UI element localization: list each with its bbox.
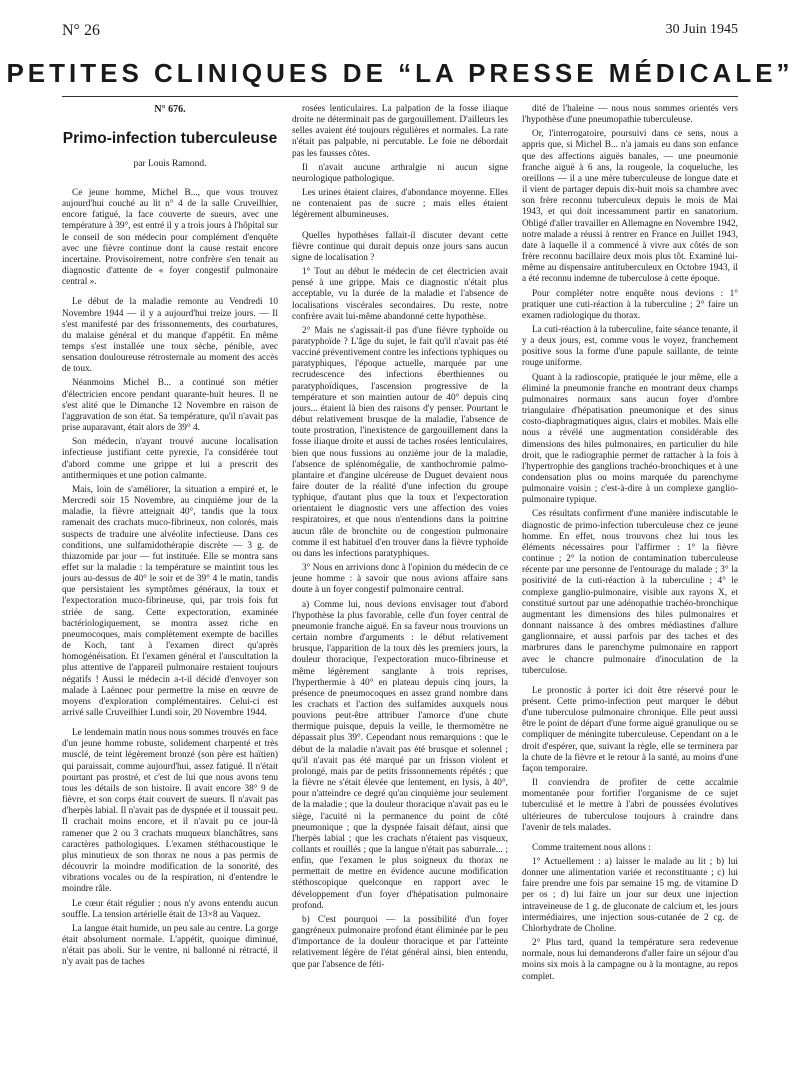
paragraph: Ce jeune homme, Michel B..., que vous trouvez aujourd'hui couché au lit n° 4 de la salle Cruveilhier, encore fatigué, la face couverte de sueurs, avec une température à 39°, est entré il y a trois jours à l'hôpital sur le conseil de son médecin pour complément d'enquête avec une fièvre continue dont la cause restait encore incertaine. Provisoirement, notre confrère s'en tenait au diagnostic d'attente de « foyer congestif pulmonaire central ». xyxy=(62,187,278,288)
paragraph: 2° Mais ne s'agissait-il pas d'une fièvre typhoïde ou paratyphoïde ? L'âge du sujet, le fait qu'il n'avait pas été vacciné préventivement contre les infections typhiques ou paratyphiques, l'époque actuelle, marquée par une recrudescence des infections éberthiennes ou paratyphoïdiques, l'ascension progressive de la température et son maintien autour de 40° depuis cinq jours... étaient là bien des raisons d'y penser. Pourtant le début relativement brusque de la maladie, l'absence de toute prostration, l'inexistence de gargouillement dans la fosse iliaque droite et aussi de taches rosées lenticulaires, bien que nous fussions au onzième jour de la maladie, l'absence de splénomégalie, de xanthochromie palmo-plantaire et d'angine ulcéreuse de Duguet devaient nous faire douter de la réalité d'une infection du groupe typhique, d'autant plus que la toux et l'expectoration orientaient le diagnostic vers une affection des voies respiratoires, et que nous n'entendions dans la poitrine aucun râle de bronchite ou de congestion pulmonaire comme il est habituel d'en trouver dans la fièvre typhoïde ou dans les infections paratyphiques. xyxy=(292,325,508,559)
paragraph: Le pronostic à porter ici doit être réservé pour le présent. Cette primo-infection peut marquer le début d'une tuberculose pulmonaire chronique. Elle peut aussi être le point de départ d'une forme aiguë granulique ou se compliquer de méningite tuberculeuse. Cependant on a le droit d'espérer, que, suivant la règle, elle se terminera par la chute de la fièvre et le retour à la santé, au moins d'une façon temporaire. xyxy=(522,685,738,774)
paragraph: Il conviendra de profiter de cette accalmie momentanée pour fortifier l'organisme de ce sujet tuberculisé et le mettre à l'abri de poussées évolutives ultérieures de tuberculose toujours à craindre dans l'avenir de tels malades. xyxy=(522,778,738,833)
paragraph: Le lendemain matin nous nous sommes trouvés en face d'un jeune homme robuste, solidement charpenté et très musclé, de teint légèrement bronzé (son père est haïtien) qui paraissait, comme aujourd'hui, assez fatigué. Il n'était pourtant pas prostré, et c'est de lui que nous avons tenu tous les détails de son histoire. Il avait encore 38° 9 de fièvre, et son corps était couvert de sueurs. Il n'avait pas d'herpès labial. Il n'avait pas de dyspnée et il toussait peu. Il crachait moins encore, et il n'avait pu ce jour-là ramener que 2 ou 3 crachats muqueux blanchâtres, sans caractères pathologiques. L'examen stéthacoustique le plus minutieux de son thorax ne nous a pas permis de découvrir la moindre modification de la sonorité, des vibrations vocales ou de la respiration, ni d'entendre le moindre râle. xyxy=(62,728,278,895)
article-byline: par Louis Ramond. xyxy=(133,158,207,169)
paragraph: Le cœur était régulier ; nous n'y avons entendu aucun souffle. La tension artérielle était de 13×8 au Vaquez. xyxy=(62,898,278,920)
paragraph: b) C'est pourquoi — la possibilité d'un foyer gangréneux pulmonaire profond étant éliminée par le peu d'importance de la douleur thoracique et par l'atteinte relativement légère de l'état général ainsi, bien entendu, que par l'absence de féti- xyxy=(292,914,508,970)
article-title: Primo-infection tuberculeuse xyxy=(62,130,278,147)
paragraph: 1° Actuellement : a) laisser le malade au lit ; b) lui donner une alimentation variée et reconstituante ; c) lui faire prendre une fois par semaine 15 mg. de vitamine D per os ; d) lui faire un jour sur deux une injection intraveineuse de 1 g. de gluconate de calcium et, les jours intermédiaires, une injection sous-cutanée de 2 cg. de Chlorhydrate de Choline. xyxy=(522,857,738,934)
paragraph: rosées lenticulaires. La palpation de la fosse iliaque droite ne déterminait pas de gargouillement. D'ailleurs les selles avaient été toujours régulières et normales. La rate n'était pas palpable, ni percutable. Le foie ne débordait pas les fausses côtes. xyxy=(292,104,508,159)
paragraph: a) Comme lui, nous devions envisager tout d'abord l'hypothèse la plus favorable, celle d'un foyer central de pneumonie franche aiguë. En sa faveur nous trouvions un certain nombre d'arguments : le début relativement brusque, l'apparition de la toux dès les premiers jours, la douleur thoracique, l'expectoration muco-fibrineuse et même légèrement sanglante à trois reprises, l'hyperthermie à 40° en plateau depuis cinq jours, la présence de pneumocoques en assez grand nombre dans les crachats et l'action des sulfamides auxquels nous pouvions peut-être attribuer l'amorce d'une chute thermique puisque, depuis la veille, le thermomètre ne dépassait plus 39°. Cependant nous remarquions : que le début de la maladie n'avait pas été brusque et solennel ; qu'il n'avait pas été marqué par un frisson violent et prolongé, mais par de petits frissonnements répétés ; que la fièvre ne s'était élevée que lentement, en lysis, à 40°, pour n'atteindre ce degré qu'au cinquième jour seulement de la maladie ; que la douleur thoracique n'avait pas eu le siège, l'acuité ni la permanence du point de côté pneumonique ; que la dyspnée faisait défaut, ainsi que l'herpès labial ; que les crachats n'étaient pas visqueux, collants et rouillés ; que la langue n'était pas saburrale... ; enfin, que l'examen le plus soigneux du thorax ne permettait de mettre en évidence aucune modification stéthoscopique quelconque en rapport avec le développement d'un foyer d'hépatisation pulmonaire profond. xyxy=(292,599,508,911)
article-number: N° 676. xyxy=(154,104,186,115)
paragraph: Il n'avait aucune arthralgie ni aucun signe neurologique pathologique. xyxy=(292,162,508,184)
column-3 xyxy=(522,104,738,1072)
paragraph: Les urines étaient claires, d'abondance moyenne. Elles ne contenaient pas de sucre ; mais elles étaient légèrement albumineuses. xyxy=(292,188,508,221)
journal-title: PETITES CLINIQUES DE “LA PRESSE MÉDICALE” xyxy=(6,58,794,88)
paragraph: Comme traitement nous allons : xyxy=(532,842,651,853)
paragraph: Or, l'interrogatoire, poursuivi dans ce sens, nous a appris que, si Michel B... n'a jamais eu dans son enfance que des affections aiguës banales, — une pneumonie franche aiguë à 6 ans, la rougeole, la coqueluche, les oreillons — il a une mère tuberculeuse de longue date et il vient de partager depuis dix-huit mois sa chambre avec son frère reconnu tuberculeux depuis le mois de Mai 1943, et qui doit incessamment partir en sanatorium. Obligé d'aller travailler en Allemagne en Novembre 1942, notre malade a réussi à rentrer en France en Juillet 1943, date à laquelle il a commencé à vivre aux côtés de son frère reconnu bacillaire deux mois plus tôt. Examiné lui-même au dispensaire antituberculeux en Octobre 1943, il a été reconnu indemne de tuberculose à cette époque. xyxy=(522,129,738,285)
paragraph: La langue était humide, un peu sale au centre. La gorge était absolument normale. L'appétit, quoique diminué, n'était pas aboli. Sur le ventre, ni ballonné ni rétracté, il n'y avait pas de taches xyxy=(62,923,278,968)
issue-date: 30 Juin 1945 xyxy=(665,22,738,37)
paragraph: Pour compléter notre enquête nous devions : 1° pratiquer une cuti-réaction à la tuberculine ; 2° faire un examen radiologique du thorax. xyxy=(522,288,738,321)
paragraph: La cuti-réaction à la tuberculine, faite séance tenante, il y a deux jours, est, comme vous le voyez, franchement positive sous la forme d'une papule saillante, de teinte rouge uniforme. xyxy=(522,324,738,369)
article-body xyxy=(62,104,738,1072)
paragraph: Ces résultats confirment d'une manière indiscutable le diagnostic de primo-infection tuberculeuse chez ce jeune homme. En effet, nous trouvons chez lui tous les éléments nécessaires pour l'affirmer : 1° la fièvre continue ; 2° la notion de contamination tuberculeuse récente par une personne de l'entourage du malade ; 3° la positivité de la cuti-réaction à la tuberculine ; 4° le complexe ganglio-pulmonaire, visible aux rayons X, et constitué surtout par une adénopathie trachéo-bronchique augmentant les dimensions des hiles pulmonaires et donnant naissance à des ombres médiastines d'allure ganglionnaire, et aussi parfois par des taches et des marbrures dans le parenchyme pulmonaire en rapport avec le chancre pulmonaire d'inoculation de la tuberculose. xyxy=(522,509,738,676)
paragraph: Mais, loin de s'améliorer, la situation a empiré et, le Mercredi soir 15 Novembre, au cinquième jour de la maladie, la fièvre atteignait 40°, tandis que la toux ramenait des crachats muco-fibrineux, non colorés, mais suspects de traduire une alvéolite infectieuse. Dans ces conditions, une sulfamidothérapie discrète — 3 g. de thiazomide par jour — fut instituée. Elle se montra sans effet sur la maladie : la température se maintint tous les jours au-dessus de 40° le soir et de 39° 4 le matin, tandis que persistaient les symptômes généraux, la toux et l'expectoration muco-fibrineuse, qui, par trois fois fut striée de sang. Cette expectoration, examinée bactériologiquement, se montra assez riche en pneumocoques, mais complètement exempte de bacilles de Koch, tant à l'examen direct qu'après homogénéisation. Et l'examen général et l'auscultation la plus attentive de l'appareil pulmonaire restaient toujours négatifs ! Aussi le médecin a-t-il décidé d'envoyer son malade à Laënnec pour permettre la mise en œuvre de moyens d'exploration complémentaires. Celui-ci est arrivé salle Cruveilhier Lundi soir, 20 Novembre 1944. xyxy=(62,484,278,719)
paragraph: 1° Tout au début le médecin de cet électricien avait pensé à une grippe. Mais ce diagnostic n'était plus acceptable, vu la durée de la maladie et l'absence de localisations viscérales secondaires. Du reste, notre confrère avait lui-même abandonné cette hypothèse. xyxy=(292,267,508,322)
column-1 xyxy=(62,104,278,1072)
page-header xyxy=(62,22,738,42)
paragraph: Son médecin, n'ayant trouvé aucune localisation infectieuse justifiant cette pyrexie, l'a considérée tout d'abord comme une grippe et lui a prescrit des antithermiques et une potion calmante. xyxy=(62,437,278,481)
paragraph: Néanmoins Michel B... a continué son métier d'électricien encore pendant quarante-huit heures. Il ne s'est alité que le Dimanche 12 Novembre en raison de l'aggravation de son état. Sa température, qu'il n'avait pas prise auparavant, était alors de 39° 4. xyxy=(62,378,278,434)
page-number: N° 26 xyxy=(62,22,100,39)
paragraph: Le début de la maladie remonte au Vendredi 10 Novembre 1944 — il y a aujourd'hui treize jours. — Il s'est manifesté par des frissonnements, des courbatures, du malaise général et du manque d'appétit. En même temps s'est installée une toux sèche, pénible, avec sensation douloureuse rétrosternale au moment des accès de toux. xyxy=(62,297,278,375)
header-rule xyxy=(62,96,738,97)
paragraph: Quant à la radioscopie, pratiquée le jour même, elle a éliminé la pneumonie franche en montrant deux champs pulmonaires normaux sans aucun foyer d'ombre triangulaire d'hépatisation pneumonique et des sinus costo-diaphragmatiques aigus, clairs et mobiles. Mais elle nous a révélé une augmentation considérable des dimensions des hiles pulmonaires, en particulier du hile droit, que le radiographie permet de rattacher à la fois à l'hypertrophie des ganglions trachéo-bronchiques et à une condensation plus ou moins marquée du parenchyme pulmonaire voisin ; c'est-à-dire à un complexe ganglio-pulmonaire typique. xyxy=(522,372,738,506)
paragraph: Quelles hypothèses fallait-il discuter devant cette fièvre continue qui durait depuis onze jours sans aucun signe de localisation ? xyxy=(292,230,508,263)
column-2 xyxy=(292,104,508,1072)
paragraph: 2° Plus tard, quand la température sera redevenue normale, nous lui demanderons d'aller faire un séjour d'au moins six mois à la campagne ou à la montagne, au repos complet. xyxy=(522,938,738,982)
paragraph: dité de l'haleine — nous nous sommes orientés vers l'hypothèse d'une pneumopathie tuberculeuse. xyxy=(522,104,738,126)
paragraph: 3° Nous en arrivions donc à l'opinion du médecin de ce jeune homme : à savoir que nous avions affaire sans doute à un foyer congestif pulmonaire central. xyxy=(292,563,508,596)
